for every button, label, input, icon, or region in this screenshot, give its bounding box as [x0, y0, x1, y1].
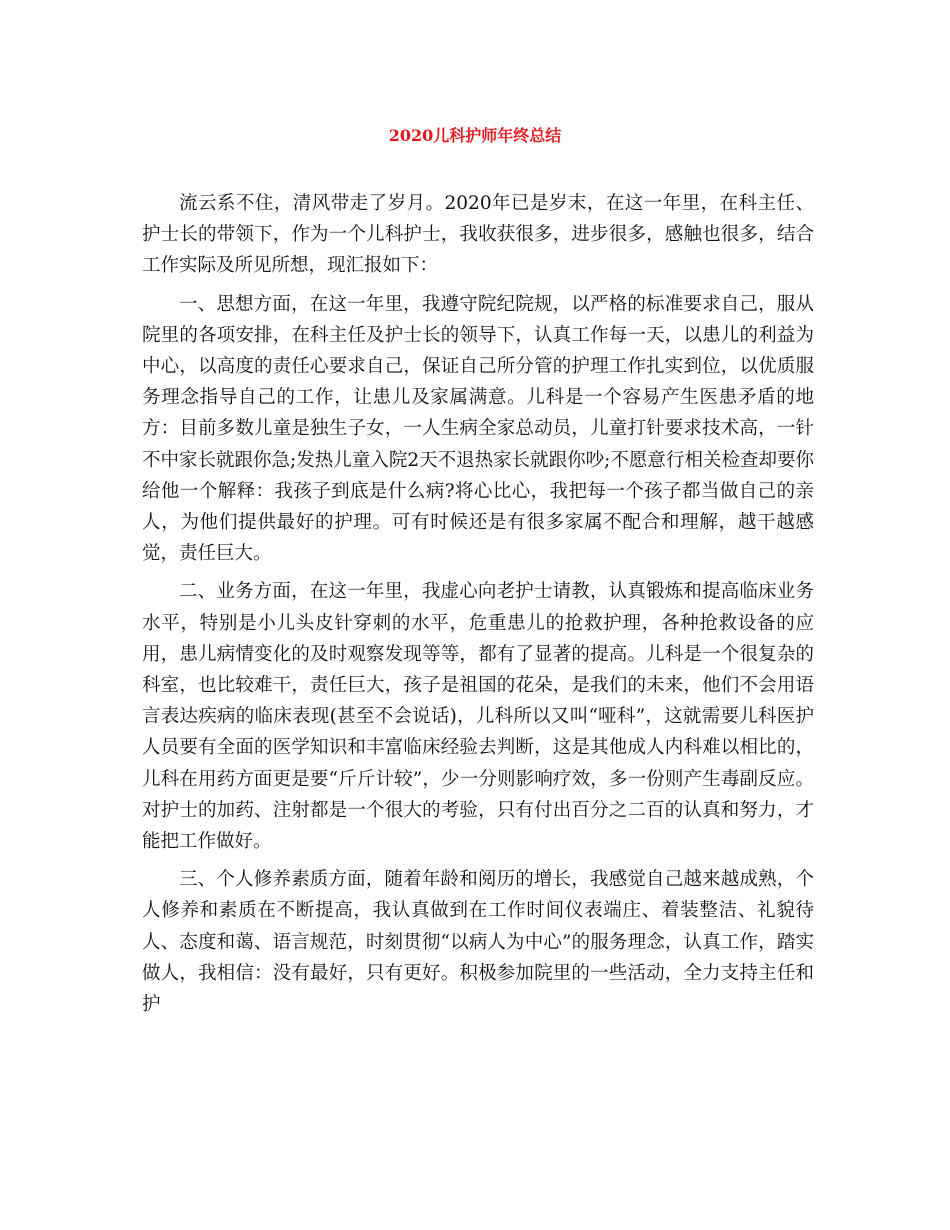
paragraph-intro: 流云系不住，清风带走了岁月。2020年已是岁末，在这一年里，在科主任、护士长的带领下，作为一个儿科护士，我收获很多，进步很多，感触也很多，结合工作实际及所见所想，现汇报如下： [142, 193, 814, 277]
document-title: 2020儿科护师年终总结 [388, 126, 562, 145]
paragraph-business: 二、业务方面，在这一年里，我虚心向老护士请教，认真锻炼和提高临床业务水平，特别是小儿头皮针穿刺的水平，危重患儿的抢救护理，各种抢救设备的应用，患儿病情变化的及时观察发现等等，都有了显著的提高。儿科是一个很复杂的科室，也比较难干，责任巨大，孩子是祖国的花朵，是我们的未来，他们不会用语言表达疾病的临床表现(甚至不会说话)，儿科所以又叫“哑科”，这就需要儿科医护人员要有全面的医学知识和丰富临床经验去判断，这是其他成人内科难以相比的，儿科在用药方面更是要“斤斤计较”，少一分则影响疗效，多一份则产生毒副反应。对护士的加药、注射都是一个很大的考验，只有付出百分之二百的认真和努力，才能把工作做好。 [142, 581, 814, 853]
paragraph-self-cultivation: 三、个人修养素质方面，随着年龄和阅历的增长，我感觉自己越来越成熟，个人修养和素质在不断提高，我认真做到在工作时间仪表端庄、着装整洁、礼貌待人、态度和蔼、语言规范，时刻贯彻“以病人为中心”的服务理念，认真工作，踏实做人，我相信：没有最好，只有更好。积极参加院里的一些活动，全力支持主任和护 [142, 869, 814, 1016]
paragraph-thought: 一、思想方面，在这一年里，我遵守院纪院规，以严格的标准要求自己，服从院里的各项安排，在科主任及护士长的领导下，认真工作每一天，以患儿的利益为中心，以高度的责任心要求自己，保证自己所分管的护理工作扎实到位，以优质服务理念指导自己的工作，让患儿及家属满意。儿科是一个容易产生医患矛盾的地方：目前多数儿童是独生子女，一人生病全家总动员，儿童打针要求技术高，一针不中家长就跟你急;发热儿童入院2天不退热家长就跟你吵;不愿意行相关检查却要你给他一个解释：我孩子到底是什么病?将心比心，我把每一个孩子都当做自己的亲人，为他们提供最好的护理。可有时候还是有很多家属不配合和理解，越干越感觉，责任巨大。 [142, 293, 814, 565]
document-body [142, 188, 814, 1020]
